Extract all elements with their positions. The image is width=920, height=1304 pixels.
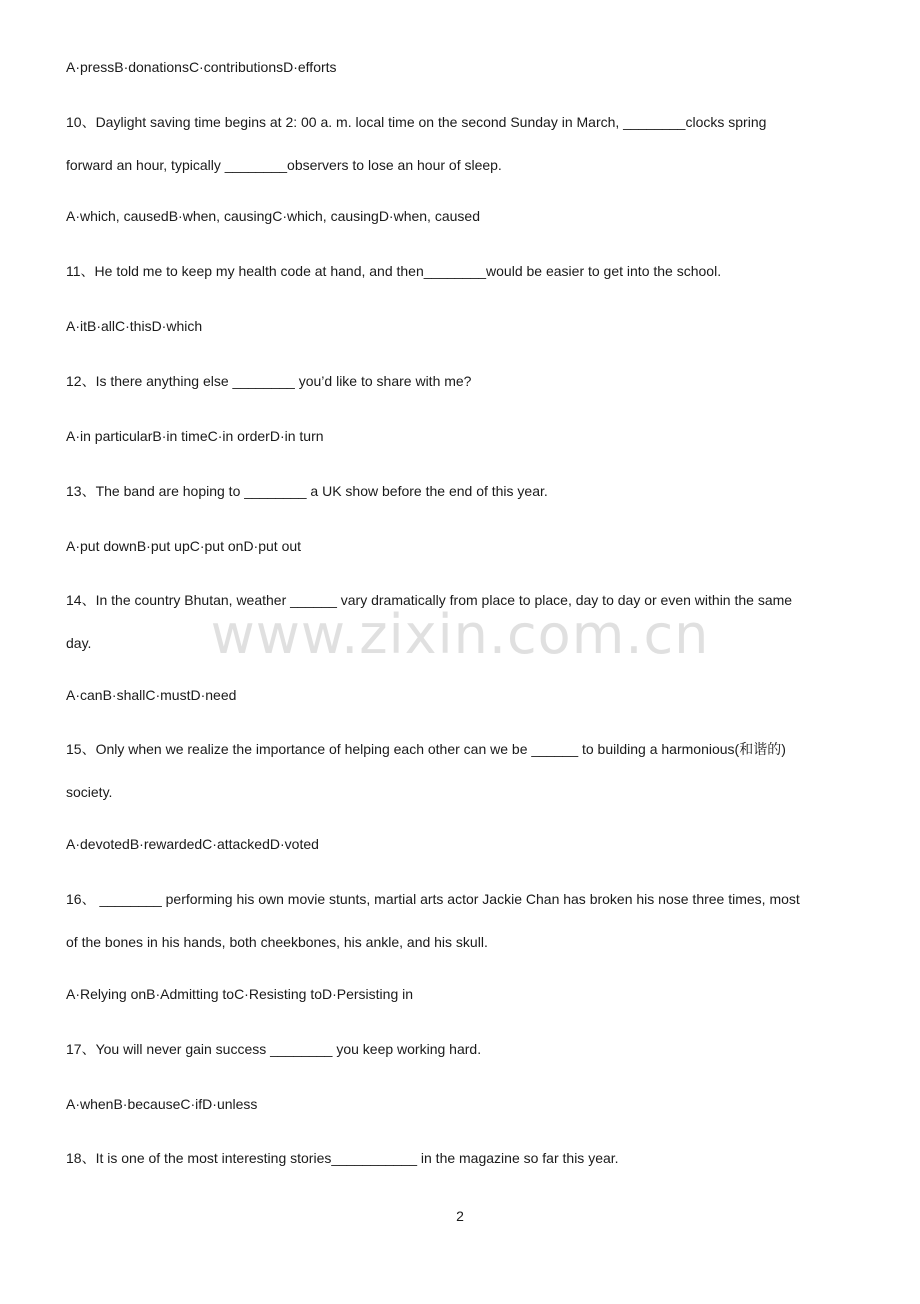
question-11: 11、He told me to keep my health code at hand, and then________would be easier to get into the school. — [66, 263, 722, 279]
options-q11: A·itB·allC·thisD·which — [66, 318, 203, 334]
page-number: 2 — [456, 1208, 464, 1224]
question-13: 13、The band are hoping to ________ a UK show before the end of this year. — [66, 483, 548, 499]
question-17: 17、You will never gain success ________ you keep working hard. — [66, 1041, 482, 1057]
question-16-line-1: 16、 ________ performing his own movie stunts, martial arts actor Jackie Chan has broken his nose three times, most — [66, 891, 800, 907]
question-10-line-1: 10、Daylight saving time begins at 2: 00 a. m. local time on the second Sunday in March, ________clocks spring — [66, 114, 767, 130]
question-10-line-2: forward an hour, typically ________observers to lose an hour of sleep. — [66, 157, 502, 173]
question-16-line-2: of the bones in his hands, both cheekbones, his ankle, and his skull. — [66, 934, 488, 950]
question-14-line-1: 14、In the country Bhutan, weather ______ vary dramatically from place to place, day to day or even within the same — [66, 592, 793, 608]
question-15-line-1: 15、Only when we realize the importance of helping each other can we be ______ to building a harmonious(和谐的) — [66, 741, 786, 757]
question-12: 12、Is there anything else ________ you’d like to share with me? — [66, 373, 472, 389]
question-18: 18、It is one of the most interesting stories___________ in the magazine so far this year. — [66, 1150, 619, 1166]
watermark: www.zixin.com.cn — [210, 603, 710, 666]
options-q13: A·put downB·put upC·put onD·put out — [66, 538, 302, 554]
question-15-line-2: society. — [66, 784, 113, 800]
options-q12: A·in particularB·in timeC·in orderD·in turn — [66, 428, 324, 444]
question-14-line-2: day. — [66, 635, 92, 651]
options-q16: A·Relying onB·Admitting toC·Resisting toD·Persisting in — [66, 986, 414, 1002]
options-q15: A·devotedB·rewardedC·attackedD·voted — [66, 836, 319, 852]
options-q17: A·whenB·becauseC·ifD·unless — [66, 1096, 258, 1112]
options-q14: A·canB·shallC·mustD·need — [66, 687, 237, 703]
options-q9: A·pressB·donationsC·contributionsD·efforts — [66, 59, 337, 75]
options-q10: A·which, causedB·when, causingC·which, causingD·when, caused — [66, 208, 480, 224]
